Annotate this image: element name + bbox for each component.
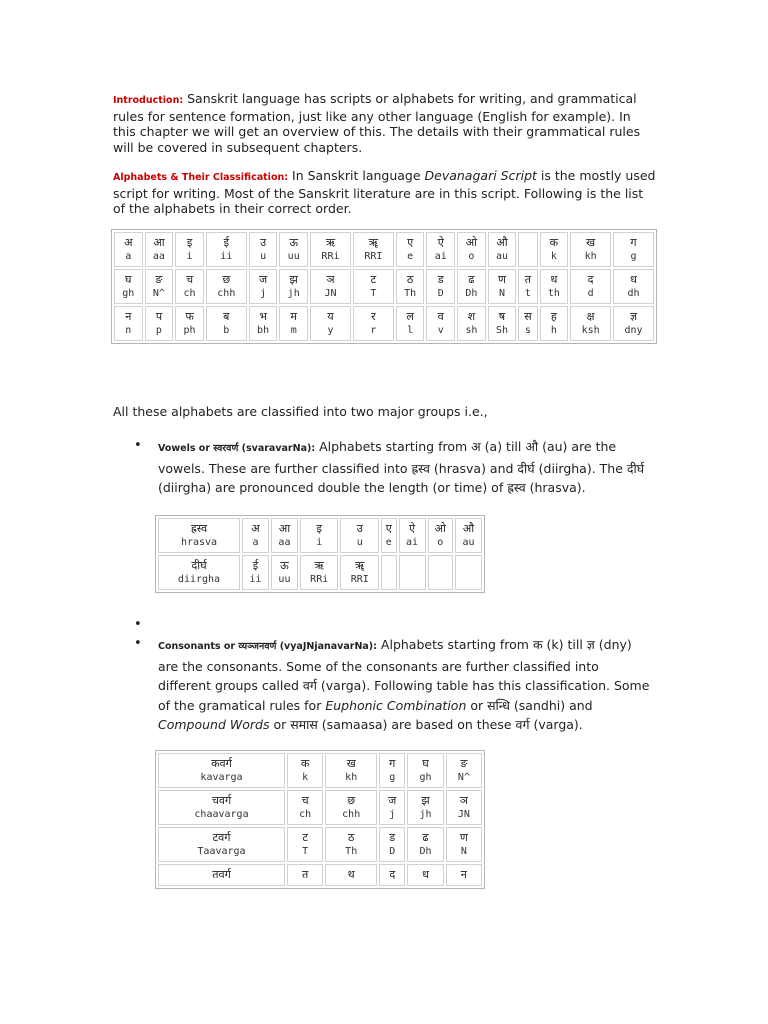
transliteration: Th [345,846,358,857]
transliteration: RRI [364,251,383,262]
table-cell [249,306,278,341]
transliteration: aa [152,251,165,262]
bullet-vowels: • [134,438,142,453]
vowel-table [155,515,485,593]
transliteration: N^ [152,288,165,299]
transliteration: n [125,325,132,336]
table-cell [114,232,143,267]
table-cell [457,232,486,267]
table-cell [287,790,323,825]
table-cell [407,864,443,886]
table-cell [455,518,482,553]
devanagari-glyph: छ [347,794,356,807]
table-cell [242,518,269,553]
devanagari-glyph: क [300,757,310,770]
devanagari-glyph: थ [550,273,558,286]
table-row [114,269,654,304]
devanagari-glyph: ए [407,236,414,249]
table-cell [428,555,453,590]
devanagari-glyph: ङ [460,757,468,770]
transliteration: Dh [419,846,432,857]
table-cell [175,306,204,341]
transliteration: N^ [457,772,470,783]
table-cell [249,232,278,267]
transliteration: N [498,288,505,299]
devanagari-glyph: चवर्ग [211,794,232,807]
transliteration: ai [405,537,419,548]
transliteration: gh [122,288,135,299]
transliteration: g [630,251,637,262]
table-cell [242,555,269,590]
devanagari-glyph: ड [437,273,444,286]
transliteration: dny [624,325,643,336]
intro-paragraph [113,91,656,155]
table-cell [353,306,394,341]
devanagari-glyph: च [186,273,194,286]
table-row [158,790,482,825]
devanagari-glyph: ढ [422,831,429,844]
table-cell [206,232,247,267]
transliteration: T [370,288,377,299]
transliteration: j [389,809,396,820]
table-cell [287,864,323,886]
classified-text: All these alphabets are classified into two major groups i.e., [113,404,488,419]
table-row [158,864,482,886]
devanagari-glyph: द [587,273,594,286]
transliteration: i [186,251,193,262]
table-cell [271,518,298,553]
transliteration: j [260,288,267,299]
transliteration: aa [278,537,291,548]
transliteration: r [370,325,377,336]
table-cell [300,518,339,553]
alphabet-table [111,229,657,344]
devanagari-glyph: ख [346,757,356,770]
table-cell [381,555,397,590]
table-cell [287,827,323,862]
intro-label: Introduction: [113,95,184,106]
devanagari-glyph: क [549,236,559,249]
table-cell [325,864,377,886]
table-cell [399,555,426,590]
table-cell [446,864,482,886]
devanagari-glyph: ह्रस्व [190,522,208,535]
transliteration: ch [183,288,196,299]
transliteration: JN [324,288,337,299]
table-cell [407,827,443,862]
table-cell [396,269,425,304]
transliteration: T [302,846,309,857]
table-cell [340,555,379,590]
devanagari-glyph: तवर्ग [212,868,231,881]
devanagari-glyph: ह [550,310,557,323]
table-cell [158,518,240,553]
table-cell [379,753,405,788]
table-cell [325,790,377,825]
consonants-paragraph [158,635,655,735]
table-cell [570,232,611,267]
transliteration: jh [287,288,300,299]
transliteration: uu [278,574,291,585]
transliteration: bh [257,325,270,336]
table-cell [353,269,394,304]
transliteration: m [290,325,297,336]
devanagari-glyph: म [290,310,297,323]
devanagari-glyph: ञ [326,273,335,286]
consonants-text-b: or सन्धि (sandhi) and [466,697,593,713]
devanagari-glyph: य [327,310,334,323]
transliteration: Sh [495,325,508,336]
devanagari-glyph: ई [223,236,230,249]
transliteration: jh [419,809,432,820]
table-cell [145,269,174,304]
transliteration: a [125,251,132,262]
table-cell [428,518,453,553]
table-cell [570,306,611,341]
devanagari-glyph: झ [421,794,430,807]
bullet-empty: • [134,617,142,632]
table-cell [379,864,405,886]
devanagari-glyph: ऊ [280,559,289,572]
table-cell [407,790,443,825]
transliteration: Taavarga [197,846,246,857]
transliteration: chh [342,809,361,820]
transliteration: e [385,537,392,548]
transliteration: o [468,251,475,262]
table-cell [446,827,482,862]
table-row [158,518,482,553]
table-cell [426,269,455,304]
devanagari-glyph: अ [251,522,260,535]
devanagari-glyph: ए [385,522,392,535]
devanagari-glyph: ई [252,559,259,572]
devanagari-glyph: ल [406,310,414,323]
devanagari-glyph: ऊ [289,236,299,249]
devanagari-glyph: स [524,310,532,323]
devanagari-glyph: घ [422,757,429,770]
devanagari-glyph: ट [370,273,377,286]
devanagari-glyph: ग [630,236,637,249]
table-cell [613,232,654,267]
transliteration: s [524,325,531,336]
intro-text: Sanskrit language has scripts or alphabets for writing, and grammatical rules for sentence formation, just like any other language (English for example). In this chapter we will get an overview of this. The details with their grammatical rules will be covered in subsequent chapters. [113,91,641,155]
transliteration: D [389,846,396,857]
table-cell [518,269,537,304]
table-cell [206,306,247,341]
table-cell [518,232,537,267]
devanagari-glyph: ॠ [368,236,379,249]
table-cell [540,232,569,267]
devanagari-glyph: र [371,310,376,323]
table-cell [353,232,394,267]
transliteration: chh [217,288,236,299]
transliteration: ch [299,809,312,820]
devanagari-glyph: ध [630,273,637,286]
table-row [158,827,482,862]
devanagari-glyph: ठ [347,831,355,844]
devanagari-glyph: प [155,310,163,323]
vowels-paragraph [158,437,655,498]
devanagari-glyph: औ [496,236,508,249]
table-cell [570,269,611,304]
devanagari-glyph: ङ [155,273,163,286]
devanagari-glyph: ण [459,831,468,844]
table-cell [279,306,308,341]
table-cell [310,232,351,267]
transliteration: Dh [465,288,478,299]
alphabets-text-a: In Sanskrit language [288,168,425,183]
devanagari-glyph: उ [356,522,363,535]
devanagari-glyph: ग [389,757,396,770]
devanagari-glyph: क्ष [586,310,595,323]
transliteration: l [407,325,414,336]
devanagari-glyph: आ [153,236,165,249]
table-cell [396,232,425,267]
consonants-text-a: Alphabets starting from क (k) till ज्ञ (dny) are the consonants. Some of the consonants are further classified into different groups called वर्ग (varga). Following table has this classification. Some of the gramatical rules for [158,637,650,713]
transliteration: k [550,251,557,262]
consonants-text-c: or समास (samaasa) are based on these वर्ग (varga). [269,717,583,732]
table-cell [613,306,654,341]
devanagari-glyph: ऐ [408,522,416,535]
transliteration: k [302,772,309,783]
transliteration: RRi [310,574,329,585]
transliteration: ai [434,251,447,262]
devanagari-glyph: च [301,794,309,807]
devanagari-glyph: भ [259,310,267,323]
devanagari-glyph: ध [422,868,429,881]
transliteration: JN [457,809,470,820]
table-cell [300,555,339,590]
transliteration: h [550,325,557,336]
table-cell [114,269,143,304]
devanagari-glyph: ट [302,831,308,844]
table-cell [407,753,443,788]
devanagari-glyph: द [389,868,396,881]
devanagari-glyph: ञ [459,794,468,807]
transliteration: hrasva [180,537,218,548]
devanagari-glyph: दीर्घ [191,559,207,572]
table-row [158,555,482,590]
transliteration: Th [404,288,417,299]
transliteration: uu [287,251,300,262]
transliteration: sh [465,325,478,336]
devanagari-glyph: त [524,273,532,286]
table-cell [399,518,426,553]
devanagari-glyph: ष [498,310,506,323]
alphabets-label: Alphabets & Their Classification: [113,172,289,183]
transliteration: au [495,251,508,262]
transliteration: y [327,325,334,336]
transliteration: D [437,288,444,299]
transliteration: o [437,537,444,548]
transliteration: b [223,325,230,336]
devanagari-glyph: ऋ [314,559,324,572]
table-cell [396,306,425,341]
transliteration: ii [249,574,262,585]
table-cell [488,269,517,304]
table-cell [279,232,308,267]
devanagari-glyph: इ [316,522,322,535]
table-cell [446,790,482,825]
table-cell [426,232,455,267]
devanagari-glyph: ओ [465,236,477,249]
transliteration: kh [584,251,597,262]
transliteration: kh [345,772,358,783]
table-cell [310,306,351,341]
table-cell [379,827,405,862]
devanagari-glyph: कवर्ग [211,757,232,770]
table-row [114,232,654,267]
transliteration: i [316,537,323,548]
table-cell [379,790,405,825]
alphabets-text-b: is the mostly used script for writing. Most of the Sanskrit literature are in this script. Following is the list of the alphabets in their correct order. [113,168,656,217]
transliteration: u [260,251,267,262]
devanagari-glyph: त [302,868,309,881]
devanagari-glyph: ऋ [325,236,336,249]
table-cell [175,232,204,267]
alphabets-italic: Devanagari Script [424,168,537,183]
table-cell [158,790,285,825]
devanagari-glyph: उ [260,236,267,249]
devanagari-glyph: न [125,310,132,323]
table-cell [446,753,482,788]
devanagari-glyph: श [467,310,476,323]
transliteration: dh [627,288,640,299]
transliteration: ii [220,251,233,262]
consonants-italic-a: Euphonic Combination [325,697,467,713]
varga-table [155,750,485,889]
consonants-label: Consonants or व्यञ्जनवर्ण (vyaJNjanavarNa): [158,641,377,652]
devanagari-glyph: न [460,868,467,881]
table-row [114,306,654,341]
transliteration: RRi [321,251,340,262]
transliteration: a [252,537,259,548]
devanagari-glyph: ज [388,794,397,807]
consonants-italic-b: Compound Words [158,717,270,732]
vowels-text: Alphabets starting from अ (a) till औ (au) are the vowels. These are further classified into ह्रस्व (hrasva) and दीर्घ (diirgha). The दीर्घ (diirgha) are pronounced double the length (or time) of ह्रस्व (hrasva). [158,439,645,495]
devanagari-glyph: थ [347,868,355,881]
table-cell [175,269,204,304]
devanagari-glyph: अ [124,236,133,249]
devanagari-glyph: छ [222,273,231,286]
devanagari-glyph: ड [389,831,396,844]
devanagari-glyph: आ [278,522,291,535]
devanagari-glyph: औ [462,522,475,535]
table-cell [381,518,397,553]
transliteration: au [462,537,475,548]
devanagari-glyph: ऐ [437,236,444,249]
table-cell [271,555,298,590]
transliteration: ksh [581,325,600,336]
transliteration: th [547,288,560,299]
devanagari-glyph: ॠ [355,559,365,572]
table-cell [114,306,143,341]
devanagari-glyph: ख [586,236,596,249]
table-cell [145,306,174,341]
transliteration: e [407,251,414,262]
transliteration: t [524,288,531,299]
transliteration: u [356,537,363,548]
devanagari-glyph: ज्ञ [629,310,638,323]
devanagari-glyph: झ [289,273,298,286]
devanagari-glyph: फ [185,310,194,323]
table-cell [310,269,351,304]
table-cell [518,306,537,341]
devanagari-glyph: ब [223,310,230,323]
devanagari-glyph: ओ [434,522,446,535]
devanagari-glyph: ठ [406,273,414,286]
transliteration: v [437,325,444,336]
table-cell [325,753,377,788]
table-cell [145,232,174,267]
transliteration: p [155,325,162,336]
devanagari-glyph: इ [186,236,193,249]
vowels-label: Vowels or स्वरवर्ण (svaravarNa): [158,443,316,454]
transliteration: diirgha [177,574,221,585]
devanagari-glyph: घ [125,273,132,286]
table-cell [540,269,569,304]
table-cell [540,306,569,341]
table-cell [426,306,455,341]
table-cell [457,306,486,341]
transliteration: g [389,772,396,783]
table-cell [206,269,247,304]
table-cell [287,753,323,788]
devanagari-glyph: ढ [468,273,475,286]
transliteration: d [587,288,594,299]
transliteration: ph [183,325,196,336]
table-cell [455,555,482,590]
transliteration: N [460,846,467,857]
devanagari-glyph: व [437,310,444,323]
alphabets-paragraph [113,168,656,217]
transliteration: chaavarga [194,809,249,820]
bullet-consonants: • [134,636,142,651]
devanagari-glyph: टवर्ग [212,831,231,844]
devanagari-glyph: ण [498,273,506,286]
transliteration: gh [419,772,432,783]
table-cell [457,269,486,304]
table-cell [158,827,285,862]
transliteration: kavarga [200,772,243,783]
table-cell [158,864,285,886]
table-cell [488,306,517,341]
table-row [158,753,482,788]
devanagari-glyph: ज [258,273,268,286]
table-cell [340,518,379,553]
table-cell [279,269,308,304]
table-cell [158,555,240,590]
transliteration: RRI [350,574,369,585]
table-cell [488,232,517,267]
table-cell [325,827,377,862]
table-cell [249,269,278,304]
table-cell [613,269,654,304]
table-cell [158,753,285,788]
